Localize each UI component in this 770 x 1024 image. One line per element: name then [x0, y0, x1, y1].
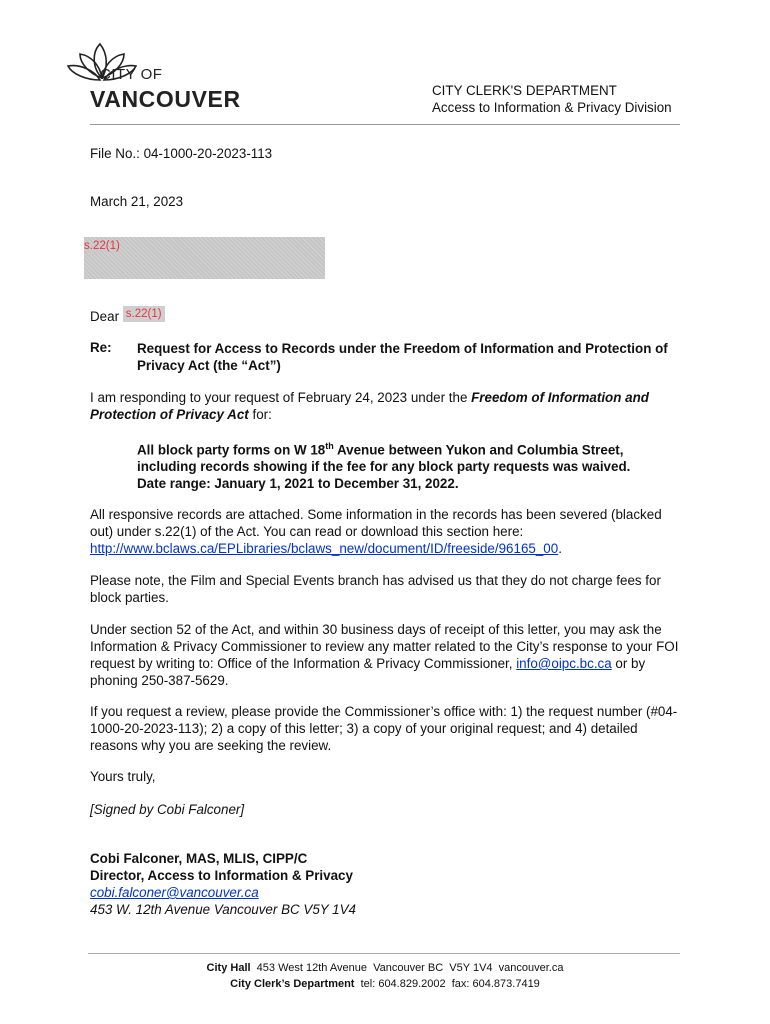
footer-clerk-dept: City Clerk’s Department — [230, 978, 355, 990]
footer-divider — [88, 953, 680, 954]
signature-block — [90, 850, 356, 918]
intro-paragraph — [90, 389, 685, 423]
note-paragraph: Please note, the Film and Special Events branch has advised us that they do not charge fees for block parties. — [90, 573, 661, 605]
logo-city-of: CITY OF — [100, 66, 163, 83]
records-text: All responsive records are attached. Some information in the records has been severed (blacked out) under s.22(1) of the Act. You can read or download this section here: — [90, 507, 662, 539]
salutation — [90, 306, 165, 325]
review-text: Under section 52 of the Act, and within 30 business days of receipt of this letter, you may ask the Information & Privacy Commissioner to review any matter related to the City’s response to your FOI request by writing to: Office of the Information & Privacy Commissioner, — [90, 622, 679, 671]
signer-address: 453 W. 12th Avenue Vancouver BC V5Y 1V4 — [90, 902, 357, 917]
quote-part1: All block party forms on W 18 — [137, 442, 326, 458]
act-name: Freedom of Information and Protection of Privacy Act — [90, 390, 649, 422]
department-header — [432, 82, 672, 116]
footer-city-hall: City Hall — [206, 962, 251, 974]
letter-date: March 21, 2023 — [90, 194, 184, 209]
request-quote — [137, 438, 657, 492]
signer-title: Director, Access to Information & Privacy — [90, 868, 353, 883]
intro-before: I am responding to your request of February 24, 2023 under the — [90, 390, 472, 405]
intro-after: for: — [248, 407, 272, 422]
signer-email-link[interactable]: cobi.falconer@vancouver.ca — [90, 885, 259, 900]
quote-part2: Avenue between Yukon and Columbia Street, including records showing if the fee for any block party requests was waived. Date range: January 1, 2021 to December 31, 2022. — [137, 442, 631, 492]
signed-note: [Signed by Cobi Falconer] — [90, 802, 245, 817]
redacted-name: s.22(1) — [123, 306, 165, 322]
header-divider — [90, 124, 680, 125]
footer-contacts: tel: 604.829.2002 fax: 604.873.7419 — [354, 978, 540, 990]
oipc-email-link[interactable]: info@oipc.bc.ca — [516, 656, 612, 671]
redacted-address-block — [84, 237, 325, 279]
review-paragraph — [90, 621, 685, 689]
footer-line-1 — [90, 960, 680, 976]
logo-vancouver: VANCOUVER — [90, 86, 241, 112]
redaction-label: s.22(1) — [84, 240, 120, 252]
provide-paragraph: If you request a review, please provide the Commissioner’s office with: 1) the request number (#04-1000-20-2023-113); 2) a copy of this letter; 3) a copy of your original request; and 4) detailed reasons why you are seeking the review. — [90, 704, 678, 753]
re-label: Re: — [90, 340, 112, 355]
footer-line-2 — [90, 976, 680, 992]
city-of-vancouver-logo — [62, 40, 252, 120]
closing: Yours truly, — [90, 769, 156, 784]
records-end: . — [558, 541, 562, 556]
department-name: CITY CLERK'S DEPARTMENT — [432, 83, 617, 98]
quote-sup: th — [325, 441, 334, 451]
review-end: or by phoning 250-387-5629. — [90, 656, 646, 688]
salutation-text: Dear — [90, 309, 120, 324]
division-name: Access to Information & Privacy Division — [432, 100, 672, 115]
subject-line: Request for Access to Records under the Freedom of Information and Protection of Privacy Act (the “Act”) — [137, 341, 668, 373]
signer-name: Cobi Falconer, MAS, MLIS, CIPP/C — [90, 851, 308, 866]
file-number: File No.: 04-1000-20-2023-113 — [90, 146, 273, 161]
bclaws-link[interactable]: http://www.bclaws.ca/EPLibraries/bclaws_new/document/ID/freeside/96165_00 — [90, 541, 559, 556]
records-paragraph — [90, 506, 685, 557]
footer-address: 453 West 12th Avenue Vancouver BC V5Y 1V4 vancouver.ca — [250, 962, 564, 974]
